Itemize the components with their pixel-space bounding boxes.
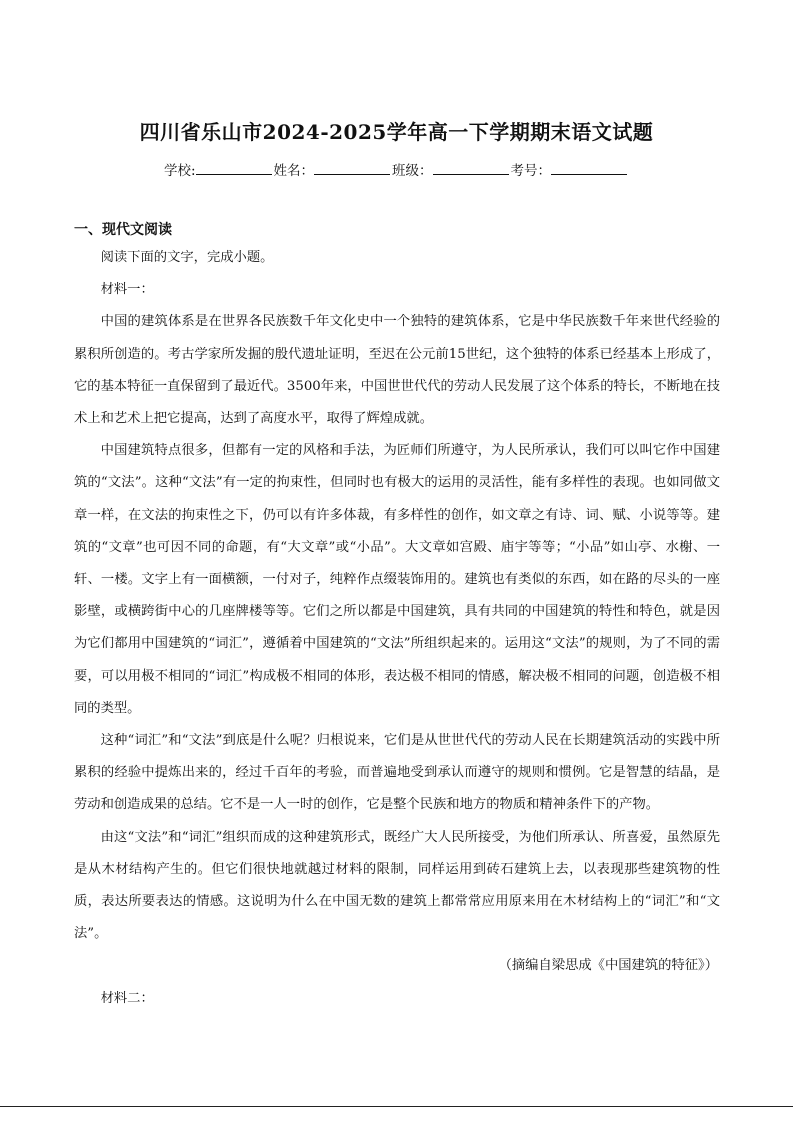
paragraph-4: 由这“文法”和“词汇”组织而成的这种建筑形式，既经广大人民所接受，为他们所承认、所喜爱，虽然原先是从木材结构产生的。但它们很快地就越过材料的限制，同样运用到砖石建筑上去，以表现那些建筑物的性质，表达所要表达的情感。这说明为什么在中国无数的建筑上都常常应用原来用在木材结构上的“词汇”和“文法”。: [74, 829, 720, 942]
number-blank[interactable]: [551, 161, 627, 175]
name-label: 姓名：: [273, 163, 315, 179]
school-label: 学校:: [163, 163, 196, 179]
instruction: 阅读下面的文字，完成小题。: [100, 250, 274, 265]
material-two-label: 材料二：: [100, 990, 154, 1006]
number-label: 考号：: [510, 163, 552, 179]
paragraph-2: 中国建筑特点很多，但都有一定的风格和手法，为匠师们所遵守，为人民所承认，我们可以叫它作中国建筑的“文法”。这种“文法”有一定的拘束性，但同时也有极大的运用的灵活性，能有多样性的表现。也如同做文章一样，在文法的拘束性之下，仍可以有许多体裁，有多样性的创作，如文章之有诗、词、赋、小说等等。建筑的“文章”也可因不同的命题，有“大文章”或“小品”。大文章如宫殿、庙宇等等；“小品”如山亭、水榭、一轩、一楼。文字上有一面横额，一付对子，纯粹作点缀装饰用的。建筑也有类似的东西，如在路的尽头的一座影壁，或横跨街中心的几座牌楼等等。它们之所以都是中国建筑，具有共同的中国建筑的特性和特色，就是因为它们都用中国建筑的“词汇”，遵循着中国建筑的“文法”所组织起来的。运用这“文法”的规则，为了不同的需要，可以用极不相同的“词汇”构成极不相同的体形，表达极不相同的情感，解决极不相同的问题，创造极不相同的类型。: [74, 443, 720, 716]
page-bottom-rule: [0, 1106, 793, 1107]
source-citation: （摘编自梁思成《中国建筑的特征》）: [498, 958, 718, 974]
reading-passage: [74, 242, 720, 1015]
page-title: 四川省乐山市2024-2025学年高一下学期期末语文试题: [139, 120, 654, 144]
material-one-label: 材料一：: [100, 282, 154, 298]
class-blank[interactable]: [433, 161, 509, 175]
class-label: 班级：: [392, 163, 433, 179]
section-heading: 一、现代文阅读: [74, 222, 172, 238]
paragraph-1: 中国的建筑体系是在世界各民族数千年文化史中一个独特的建筑体系，它是中华民族数千年来世代经验的累积所创造的。考古学家所发掘的殷代遗址证明，至迟在公元前15世纪，这个独特的体系已经基本上形成了，它的基本特征一直保留到了最近代。3500年来，中国世世代代的劳动人民发展了这个体系的特长，不断地在技术上和艺术上把它提高，达到了高度水平，取得了辉煌成就。: [74, 314, 720, 427]
student-info-line: [0, 159, 793, 179]
name-blank[interactable]: [314, 161, 390, 175]
school-blank[interactable]: [196, 161, 272, 175]
paragraph-3: 这种“词汇”和“文法”到底是什么呢？归根说来，它们是从世世代代的劳动人民在长期建筑活动的实践中所累积的经验中提炼出来的，经过千百年的考验，而普遍地受到承认而遵守的规则和惯例。它是智慧的结晶，是劳动和创造成果的总结。它不是一人一时的创作，它是整个民族和地方的物质和精神条件下的产物。: [74, 733, 720, 813]
